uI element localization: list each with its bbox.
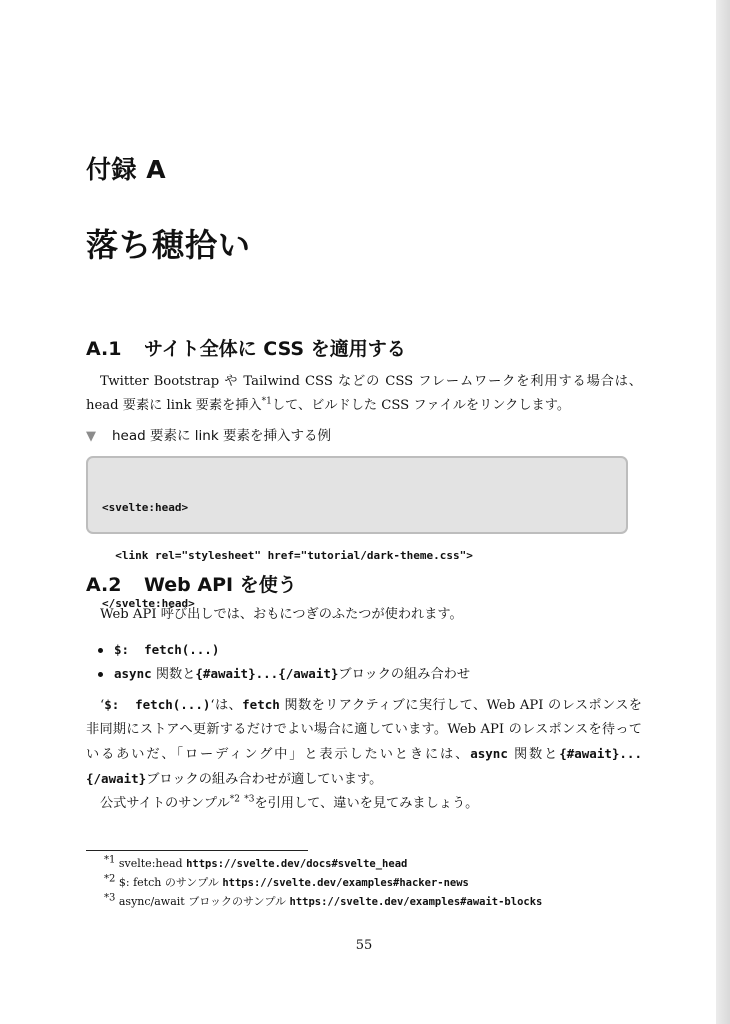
section-heading-a1 <box>86 334 406 361</box>
inline-text: 関数をリアクティブに実行して、Web API のレスポンスを非同期にストアへ更新するだけでよい場合に適しています。Web API のレスポンスを待っているあいだ、「ローディング中」と表示したいときには、 <box>86 698 642 762</box>
footnote-text: $: fetch のサンプル <box>118 876 219 889</box>
footnote <box>104 892 542 911</box>
a2-intro-text: Web API 呼び出しでは、おもにつぎのふたつが使われます。 <box>100 607 463 622</box>
code-line: <link rel="stylesheet" href="tutorial/dark-theme.css"> <box>102 549 473 562</box>
inline-code: fetch <box>242 697 280 712</box>
inline-text: ブロックの組み合わせが適しています。 <box>146 772 383 787</box>
footnote-ref-1[interactable]: *1 <box>261 396 272 407</box>
triangle-down-icon: ▼ <box>86 429 96 444</box>
list-item <box>86 638 642 662</box>
bullet-text: 関数と <box>151 667 196 682</box>
inline-code: async <box>470 746 508 761</box>
section-number: A.1 <box>86 338 122 360</box>
inline-code: {#await}...{/await} <box>86 746 642 786</box>
bullet-code: async <box>114 666 152 681</box>
a2-intro <box>86 603 642 627</box>
page-edge-shadow <box>716 0 730 1024</box>
footnote-mark: *1 <box>104 854 116 866</box>
footnotes <box>104 854 542 911</box>
bullet-code: $: fetch(...) <box>114 642 220 657</box>
inline-text: 関数と <box>507 747 560 762</box>
bullet-text: ブロックの組み合わせ <box>338 667 471 682</box>
footnote-link[interactable]: https://svelte.dev/examples#await-blocks <box>289 896 543 908</box>
section-number: A.2 <box>86 574 122 596</box>
footnote-link[interactable]: https://svelte.dev/docs#svelte_head <box>186 858 408 870</box>
chapter-title: 落ち穂拾い <box>86 226 252 264</box>
bullet-list <box>86 638 642 686</box>
footnote-text: svelte:head <box>118 857 183 870</box>
code-caption-text: head 要素に link 要素を挿入する例 <box>112 428 331 444</box>
section-title: サイト全体に CSS を適用する <box>144 338 406 360</box>
page-number: 55 <box>355 938 373 953</box>
a1-text-after: して、ビルドした CSS ファイルをリンクします。 <box>271 398 571 413</box>
footnote-ref-2[interactable]: *2 <box>229 794 240 805</box>
code-caption <box>86 424 331 444</box>
a1-paragraph <box>86 370 642 418</box>
inline-text: ‘は、 <box>210 698 243 713</box>
footnote-link[interactable]: https://svelte.dev/examples#hacker-news <box>222 877 469 889</box>
section-heading-a2 <box>86 570 297 597</box>
a2-paragraph <box>86 693 642 816</box>
footnote-mark: *3 <box>104 892 116 904</box>
code-line: </svelte:head> <box>102 597 195 610</box>
a1-text-before: Twitter Bootstrap や Tailwind CSS などの CSS フレームワークを利用する場合は、head 要素に link 要素を挿入 <box>86 374 642 413</box>
chapter-label: 付録 A <box>86 155 167 184</box>
footnote <box>104 854 542 873</box>
code-line: <svelte:head> <box>102 501 189 514</box>
footnote <box>104 873 542 892</box>
quote-mark: ‘ <box>100 698 105 713</box>
section-title: Web API を使う <box>144 574 297 596</box>
list-item <box>86 662 642 686</box>
a2-text-before: 公式サイトのサンプル <box>100 796 230 811</box>
footnote-mark: *2 <box>104 873 116 885</box>
footnote-divider <box>86 850 308 851</box>
bullet-code: {#await}...{/await} <box>195 666 339 681</box>
inline-code: $: fetch(...) <box>104 697 211 712</box>
a2-text-after: を引用して、違いを見てみましょう。 <box>254 796 479 811</box>
footnote-text: async/await ブロックのサンプル <box>118 895 286 908</box>
footnote-ref-3[interactable]: *3 <box>244 794 255 805</box>
